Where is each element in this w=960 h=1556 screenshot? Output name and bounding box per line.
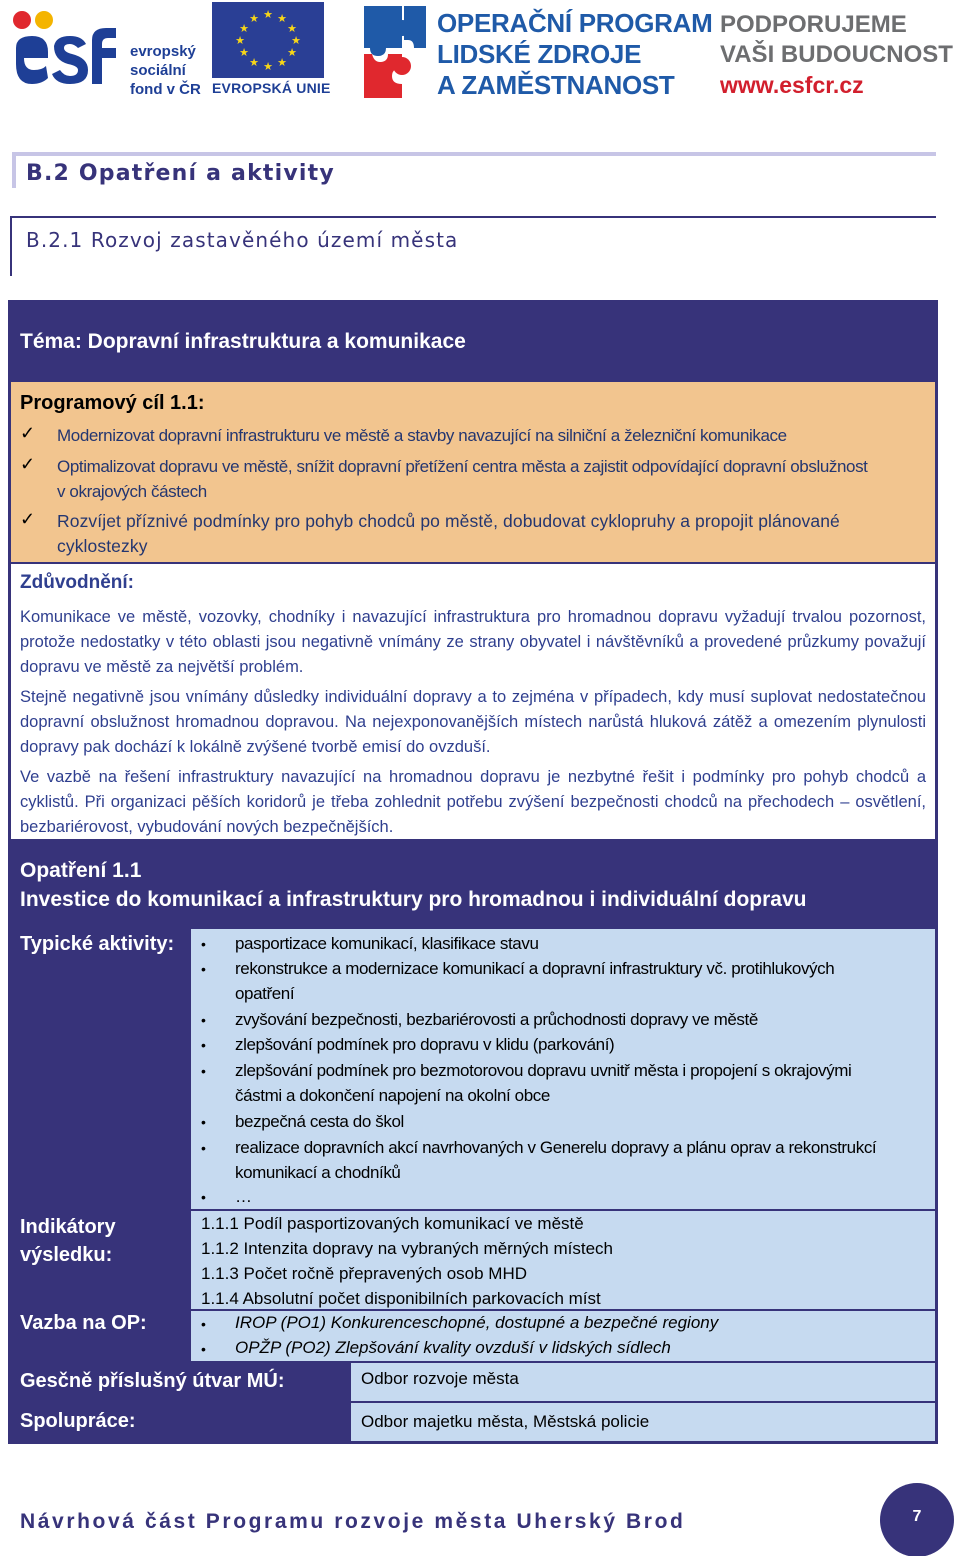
page-number: 7: [912, 1508, 922, 1525]
activity-item: [235, 1032, 927, 1057]
subsection-heading-text: B.2.1 Rozvoj zastavěného území města: [26, 228, 459, 252]
activity-line: realizace dopravních akcí navrhovaných v Generelu dopravy a plánu oprav a rekonstrukcí: [235, 1138, 877, 1157]
activity-line: rekonstrukce a modernizace komunikací a dopravní infrastruktury vč. protihlukových: [235, 959, 835, 978]
bullet-icon: •: [201, 1037, 206, 1053]
indicators-label-line: výsledku:: [20, 1244, 113, 1266]
activity-line: …: [235, 1187, 252, 1206]
checkmark-icon: ✓: [20, 423, 36, 443]
esf-line: sociální: [130, 62, 186, 79]
measure-title: Investice do komunikací a infrastruktury pro hromadnou i individuální dopravu: [20, 888, 807, 911]
activity-item: [235, 1184, 927, 1209]
responsible-cell: [351, 1363, 935, 1401]
justification: [11, 564, 935, 839]
svg-text:★: ★: [277, 12, 287, 25]
footer-text: Návrhová část Programu rozvoje města Uherský Brod: [20, 1510, 686, 1533]
puzzle-logo-icon: [362, 4, 428, 100]
op-line: A ZAMĚSTNANOST: [437, 70, 675, 100]
bullet-icon: •: [201, 1140, 206, 1156]
program-goal: [11, 382, 935, 562]
bullet-icon: •: [201, 961, 206, 977]
goal-item-line: Rozvíjet příznivé podmínky pro pohyb chodců po městě, dobudovat cyklopruhy a propojit plánované: [57, 511, 840, 531]
measure-header: [11, 841, 935, 927]
indicators-label: [20, 1213, 116, 1269]
page-number-badge: [880, 1483, 954, 1556]
measure-number: Opatření 1.1: [20, 859, 142, 882]
goal-title: Programový cíl 1.1:: [20, 392, 205, 414]
op-line: LIDSKÉ ZDROJE: [437, 39, 642, 69]
bullet-icon: •: [201, 1012, 206, 1028]
activity-item: [235, 1058, 927, 1108]
svg-text:★: ★: [287, 46, 297, 59]
measure-table: [8, 300, 938, 1444]
op-line: OPERAČNÍ PROGRAM: [437, 8, 713, 38]
responsible-value: Odbor rozvoje města: [361, 1369, 519, 1388]
svg-text:★: ★: [239, 22, 249, 35]
op-link-cell: [191, 1311, 935, 1361]
topic-row: [11, 303, 935, 381]
activity-line: bezpečná cesta do škol: [235, 1112, 404, 1131]
goal-item: [57, 509, 840, 559]
activity-item: [235, 1007, 927, 1032]
indicators-label-line: Indikátory: [20, 1216, 116, 1238]
esf-line: fond v ČR: [130, 81, 201, 98]
indicator-item: 1.1.4 Absolutní počet disponibilních parkovacích míst: [201, 1289, 601, 1308]
checkmark-icon: ✓: [20, 509, 36, 529]
activity-line: opatření: [235, 984, 295, 1003]
section-heading-text: B.2 Opatření a aktivity: [26, 161, 335, 186]
goal-item-line: Optimalizovat dopravu ve městě, snížit dopravní přetížení centra města a zajistit odpovídající dopravní obslužnost: [57, 457, 868, 476]
justification-paragraph: Stejně negativně jsou vnímány důsledky individuální dopravy a to zejména v případech, kdy musí suplovat nedostatečnou dopravní obslužnost hromadnou dopravou. Na nejexponovanějších místech narůstá hluková zátěž a omezením plynulosti dopravy pak dochází k lokálně zvýšené tvorbě emisí do ovzduší.: [20, 688, 926, 756]
justification-paragraph: Komunikace ve městě, vozovky, chodníky i navazující infrastruktura pro hromadnou dopravu vyžadují trvalou pozornost, protože nedostatky v této oblasti jsou negativně vnímány ze strany obyvatel i návštěvníků a provedené průzkumy považují dopravu ve městě za největší problém.: [20, 608, 926, 676]
esf-logo-mark: [12, 8, 124, 100]
indicators-cell: [191, 1211, 935, 1309]
op-link-item: OPŽP (PO2) Zlepšování kvality ovzduší v lidských sídlech: [235, 1338, 671, 1357]
cooperation-value: Odbor majetku města, Městská policie: [361, 1412, 650, 1431]
eu-flag-icon: [212, 2, 324, 78]
responsible-label: Gesčně příslušný útvar MÚ:: [20, 1370, 285, 1392]
support-text: [720, 10, 953, 70]
svg-text:★: ★: [263, 8, 273, 21]
svg-text:★: ★: [249, 12, 259, 25]
op-link-item: IROP (PO1) Konkurenceschopné, dostupné a bezpečné regiony: [235, 1313, 719, 1332]
op-program-text: [437, 8, 712, 101]
topic-title: Téma: Dopravní infrastruktura a komunikace: [20, 330, 466, 353]
support-line: PODPORUJEME: [720, 11, 907, 38]
goal-item-line: Modernizovat dopravní infrastrukturu ve městě a stavby navazující na silniční a železniční komunikace: [57, 426, 787, 445]
activities-cell: [191, 929, 935, 1209]
cooperation-cell: [351, 1403, 935, 1441]
indicator-item: 1.1.1 Podíl pasportizovaných komunikací ve městě: [201, 1214, 584, 1233]
bullet-icon: •: [201, 1341, 206, 1357]
activity-item: [235, 956, 927, 1006]
activity-line: částmi a dokončení napojení na okolní obce: [235, 1086, 550, 1105]
bullet-icon: •: [201, 1063, 206, 1079]
indicator-item: 1.1.3 Počet ročně přepravených osob MHD: [201, 1264, 528, 1283]
svg-text:★: ★: [239, 46, 249, 59]
bullet-icon: •: [201, 1316, 206, 1332]
activity-line: zvyšování bezpečnosti, bezbariérovosti a průchodnosti dopravy ve městě: [235, 1010, 758, 1029]
goal-item: [57, 423, 787, 448]
justification-title: Zdůvodnění:: [20, 572, 134, 593]
svg-text:★: ★: [291, 34, 301, 47]
activity-item: [235, 931, 927, 956]
cooperation-label: Spolupráce:: [20, 1410, 136, 1432]
activity-item: [235, 1109, 927, 1134]
section-heading: [12, 152, 936, 188]
goal-item-line: v okrajových částech: [57, 482, 207, 501]
esfcr-link[interactable]: www.esfcr.cz: [720, 72, 864, 98]
eu-label: EVROPSKÁ UNIE: [212, 80, 331, 96]
bullet-icon: •: [201, 1189, 206, 1205]
activity-line: pasportizace komunikací, klasifikace stavu: [235, 934, 539, 953]
checkmark-icon: ✓: [20, 454, 36, 474]
svg-text:★: ★: [287, 22, 297, 35]
bullet-icon: •: [201, 1114, 206, 1130]
esf-text: [130, 42, 201, 99]
activity-item: [235, 1135, 927, 1185]
activity-line: komunikací a chodníků: [235, 1163, 401, 1182]
svg-text:★: ★: [249, 56, 259, 69]
indicator-item: 1.1.2 Intenzita dopravy na vybraných měrných místech: [201, 1239, 613, 1258]
esf-line: evropský: [130, 43, 196, 60]
activity-line: zlepšování podmínek pro dopravu v klidu (parkování): [235, 1035, 615, 1054]
svg-text:★: ★: [263, 60, 273, 73]
bullet-icon: •: [201, 936, 206, 952]
goal-item-line: cyklostezky: [57, 536, 148, 556]
subsection-heading: [10, 216, 936, 276]
header-logos: [0, 0, 960, 110]
justification-paragraph: Ve vazbě na řešení infrastruktury navazující na hromadnou dopravu je nezbytné řešit i podmínky pro pohyb chodců a cyklistů. Při organizaci pěších koridorů je třeba zohlednit potřebu zvýšení bezpečnosti chodců na přechodech – osvětlení, bezbariérovost, vybudování nových bezpečnějších.: [20, 768, 926, 836]
goal-item: [57, 454, 868, 504]
activity-line: zlepšování podmínek pro bezmotorovou dopravu uvnitř města i propojení s okrajovými: [235, 1061, 852, 1080]
activities-label: Typické aktivity:: [20, 933, 175, 955]
support-line: VAŠI BUDOUCNOST: [720, 41, 953, 68]
op-link-label: Vazba na OP:: [20, 1312, 147, 1334]
svg-text:★: ★: [235, 34, 245, 47]
svg-text:★: ★: [277, 56, 287, 69]
